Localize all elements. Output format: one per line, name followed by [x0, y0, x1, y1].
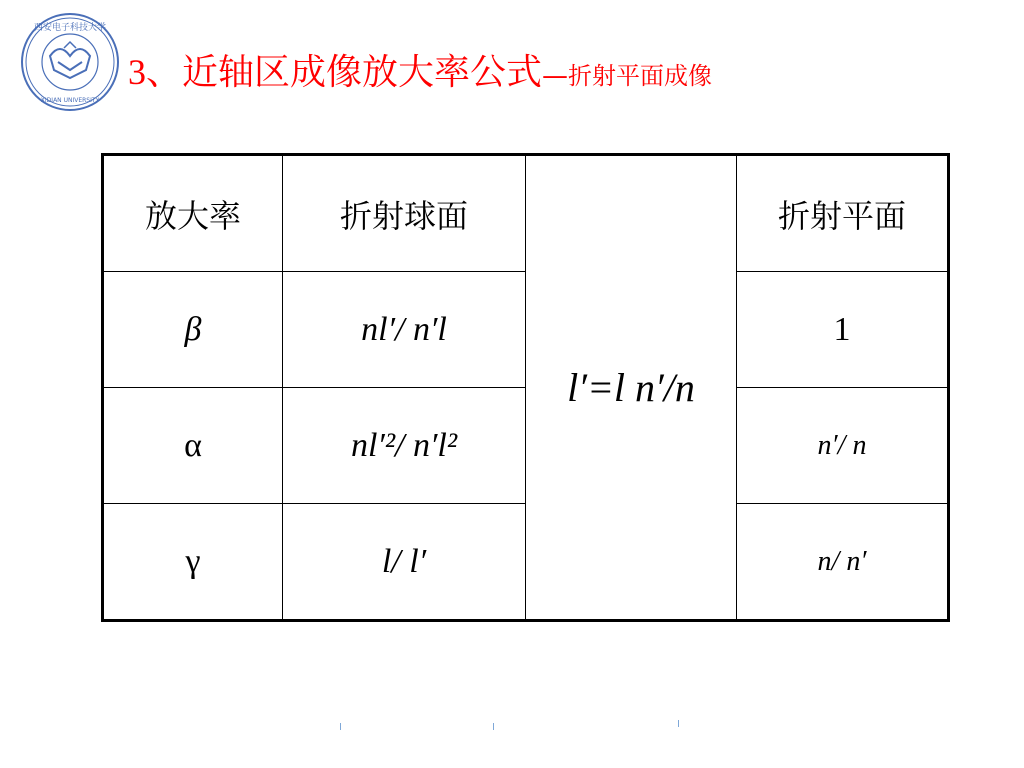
symbol-beta: β [103, 272, 283, 388]
logo-text-top: 西安电子科技大学 [33, 23, 107, 33]
decor-tick [493, 723, 494, 730]
symbol-alpha: α [103, 388, 283, 504]
title-dash: — [542, 61, 569, 91]
plane-gamma: n/ n′ [737, 504, 949, 621]
slide-title [128, 44, 712, 95]
decor-tick [340, 723, 341, 730]
title-main: 近轴区成像放大率公式 [182, 52, 543, 93]
header-magnification: 放大率 [103, 155, 283, 272]
symbol-gamma: γ [103, 504, 283, 621]
sphere-gamma: l/ l′ [283, 504, 526, 621]
title-separator: 、 [146, 52, 183, 93]
magnification-table [101, 153, 950, 622]
plane-alpha: n′/ n [737, 388, 949, 504]
decor-tick [678, 720, 679, 727]
logo-text-bottom: XIDIAN UNIVERSITY [40, 97, 100, 104]
header-refracting-sphere: 折射球面 [283, 155, 526, 272]
university-logo [20, 12, 120, 112]
sphere-beta: nl′/ n′l [283, 272, 526, 388]
table-header-row [103, 155, 949, 272]
header-refracting-plane: 折射平面 [737, 155, 949, 272]
plane-beta: 1 [737, 272, 949, 388]
title-number: 3 [128, 52, 146, 92]
sphere-alpha: nl′²/ n′l² [283, 388, 526, 504]
center-equation: l′=l n′/n [526, 155, 737, 621]
title-subtitle: 折射平面成像 [568, 62, 713, 90]
